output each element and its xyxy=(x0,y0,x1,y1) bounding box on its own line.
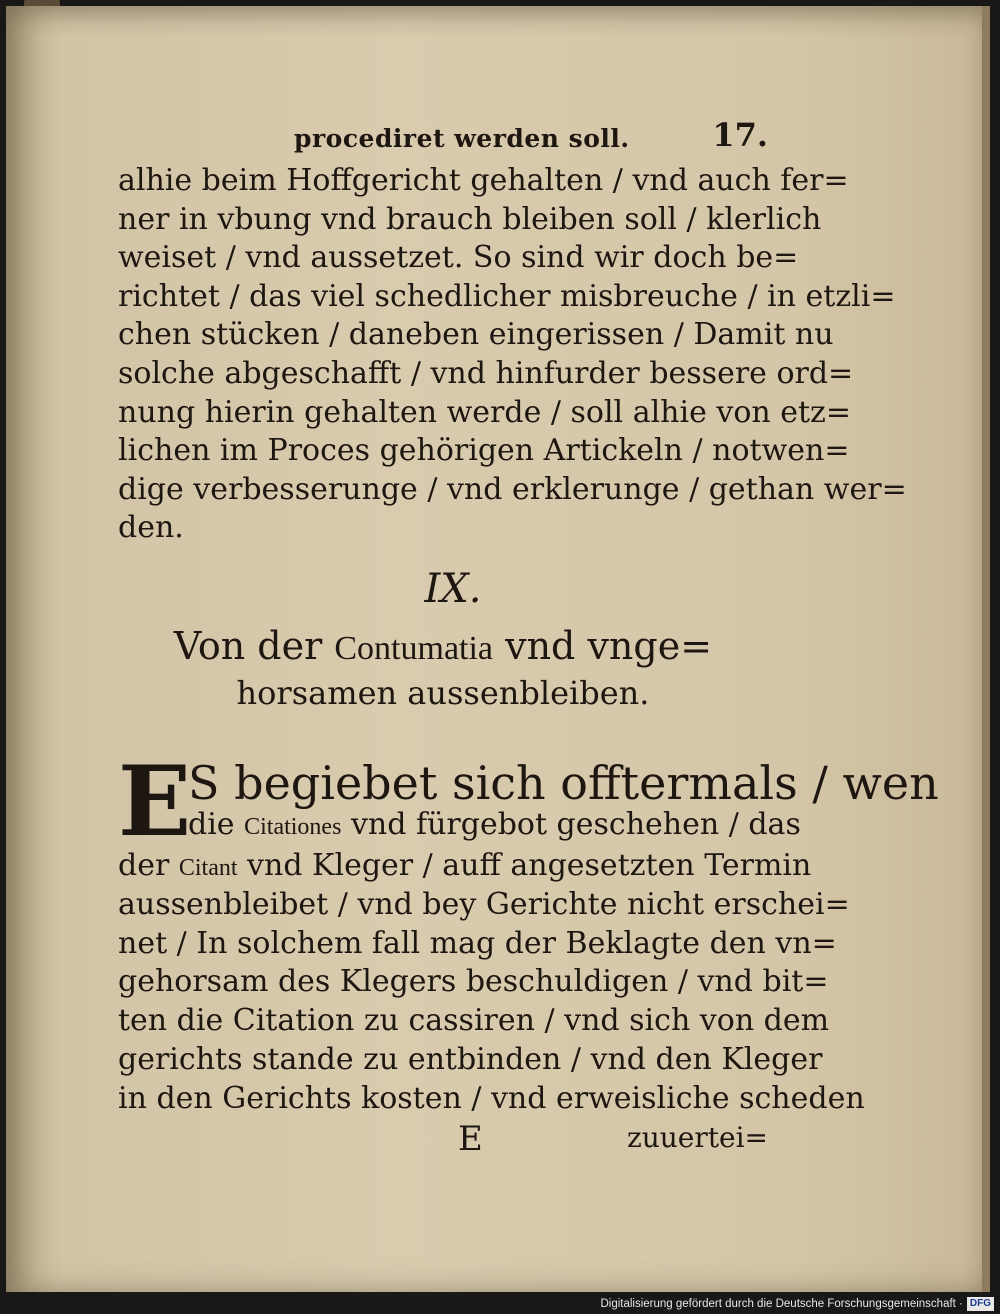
text-line: alhie beim Hoffgericht gehalten / vnd auch fer= xyxy=(118,163,849,198)
digitization-credit-text: Digitalisierung gefördert durch die Deutsche Forschungsgemeinschaft · xyxy=(600,1298,963,1310)
text-line: ten die Citation zu cassiren / vnd sich von dem xyxy=(118,1003,830,1039)
book-page xyxy=(6,6,990,1292)
running-head-title: procediret werden soll. xyxy=(294,124,630,153)
text-span: der xyxy=(118,847,179,883)
text-line: solche abgeschafft / vnd hinfurder bessere ord= xyxy=(118,355,854,391)
text-line: weiset / vnd aussetzet. So sind wir doch be= xyxy=(118,240,799,276)
chapter-title-line-1 xyxy=(118,622,768,673)
page-text xyxy=(118,116,939,1159)
text-line: S begiebet sich offtermals / wen xyxy=(188,755,939,810)
chapter-title-part-1: Von der xyxy=(173,623,335,668)
text-line: lichen im Proces gehörigen Artickeln / notwen= xyxy=(118,433,850,469)
text-line: in den Gerichts kosten / vnd erweisliche scheden xyxy=(118,1080,865,1116)
text-line: den. xyxy=(118,510,184,546)
running-head xyxy=(118,116,768,162)
text-span: vnd Kleger / auff angesetzten Termin xyxy=(237,847,812,883)
paragraph-1 xyxy=(118,162,907,548)
chapter-number: IX. xyxy=(424,565,482,612)
latin-term: Citationes xyxy=(244,813,342,840)
text-line xyxy=(118,847,812,886)
dfg-logo[interactable]: DFG xyxy=(967,1297,994,1311)
chapter-title-line-2: horsamen aussenbleiben. xyxy=(236,673,650,712)
page-number: 17. xyxy=(712,116,768,154)
signature-mark: E xyxy=(458,1118,483,1159)
text-line: richtet / das viel schedlicher misbreuche / in etzli= xyxy=(118,278,896,314)
text-line: gerichts stande zu entbinden / vnd den Kleger xyxy=(118,1041,823,1077)
text-line: ner in vbung vnd brauch bleiben soll / klerlich xyxy=(118,201,822,237)
text-span: die xyxy=(188,806,245,842)
text-line xyxy=(118,805,801,845)
text-line: dige verbesserunge / vnd erklerunge / gethan wer= xyxy=(118,471,907,507)
catchword: zuuertei= xyxy=(626,1120,768,1154)
text-line: chen stücken / daneben eingerissen / Damit nu xyxy=(118,317,834,353)
decorated-initial: E xyxy=(118,744,192,858)
paragraph-2 xyxy=(118,744,939,1119)
text-line: gehorsam des Klegers beschuldigen / vnd bit= xyxy=(118,964,829,1000)
page-footer xyxy=(118,1119,768,1159)
chapter-title-part-2: vnd vnge= xyxy=(493,623,713,668)
chapter-title-latin: Contumatia xyxy=(334,629,494,667)
latin-term: Citant xyxy=(178,854,238,881)
text-line: aussenbleibet / vnd bey Gerichte nicht erschei= xyxy=(118,886,850,922)
digitization-credit-bar xyxy=(600,1294,1000,1314)
text-line: nung hierin gehalten werde / soll alhie von etz= xyxy=(118,394,851,430)
text-span: vnd fürgebot geschehen / das xyxy=(341,806,801,842)
text-line: net / In solchem fall mag der Beklagte den vn= xyxy=(118,925,837,961)
